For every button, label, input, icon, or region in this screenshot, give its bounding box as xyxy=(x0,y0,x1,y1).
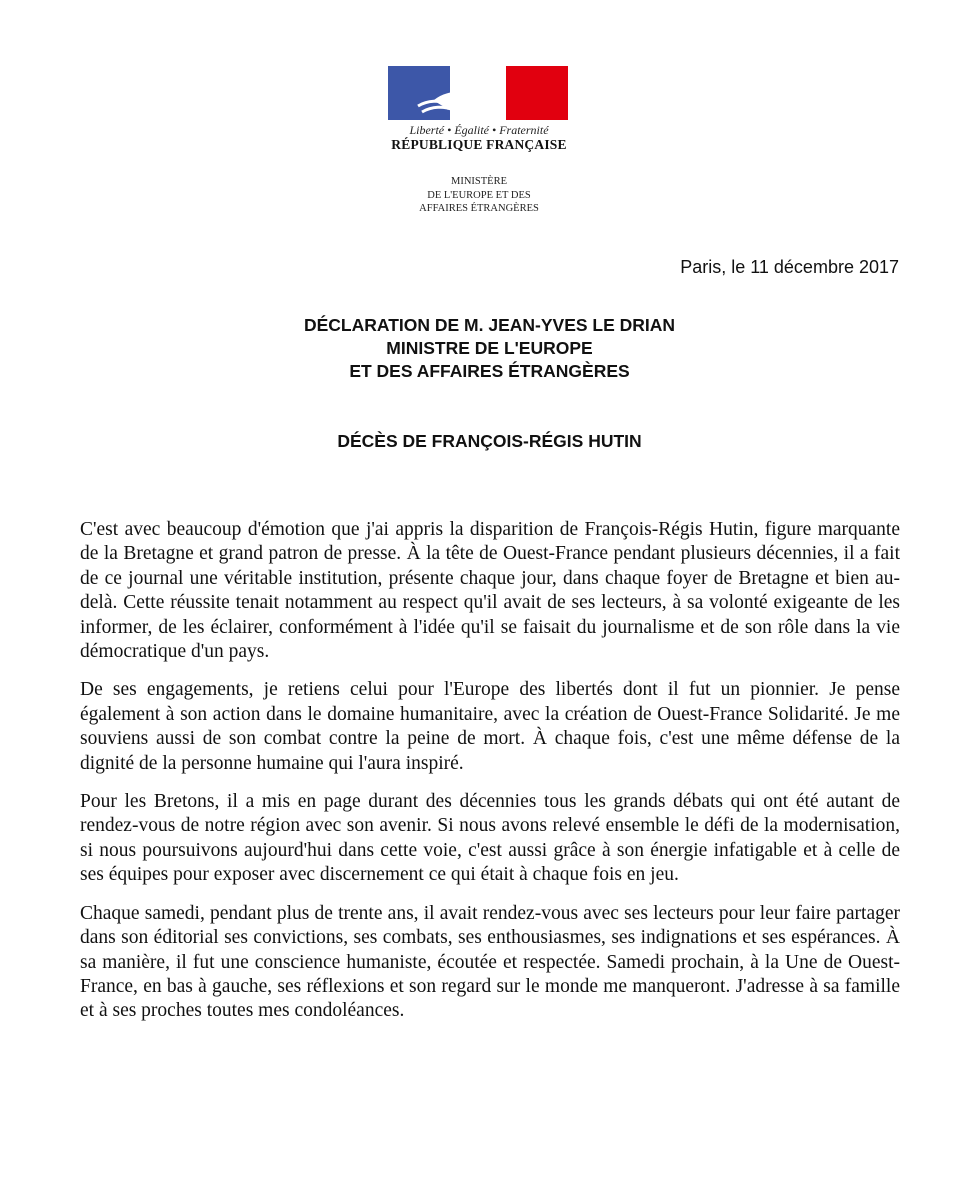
republique-francaise-logo xyxy=(388,66,570,153)
ministry-line: AFFAIRES ÉTRANGÈRES xyxy=(419,203,539,214)
marianne-emblem-icon xyxy=(388,66,568,120)
declaration-body xyxy=(80,518,900,1038)
ministry-name xyxy=(388,175,570,216)
flag-red-band xyxy=(506,66,568,120)
ministry-line: MINISTÈRE xyxy=(451,176,507,187)
body-paragraph: Chaque samedi, pendant plus de trente ans, il avait rendez-vous avec ses lecteurs pour leur faire partager dans son éditorial ses convictions, ses combats, ses enthousiasmes, ses indignations et ses espérances. À sa manière, il fut une conscience humaniste, écoutée et respectée. Samedi prochain, à la Une de Ouest-France, en bas à gauche, ses réflexions et son regard sur le monde me manqueront. J'adresse à sa famille et à ses proches toutes mes condoléances. xyxy=(80,902,900,1022)
heading-line: MINISTRE DE L'EUROPE xyxy=(386,338,593,358)
republic-name: RÉPUBLIQUE FRANÇAISE xyxy=(391,137,567,152)
ministry-line: DE L'EUROPE ET DES xyxy=(427,189,531,201)
heading-line: ET DES AFFAIRES ÉTRANGÈRES xyxy=(349,361,630,381)
body-paragraph: Pour les Bretons, il a mis en page durant des décennies tous les grands débats qui ont été autant de rendez-vous de notre région avec son avenir. Si nous avons relevé ensemble le défi de la modernisation, si nous poursuivons aujourd'hui dans cette voie, c'est aussi grâce à son énergie infatigable et à celle de ses équipes pour exposer avec discernement ce qui était à chaque fois en jeu. xyxy=(80,791,900,886)
body-paragraph: C'est avec beaucoup d'émotion que j'ai appris la disparition de François-Régis Hutin, figure marquante de la Bretagne et grand patron de presse. À la tête de Ouest-France pendant plusieurs décennies, il a fait de ce journal une véritable institution, présente chaque jour, dans chaque foyer de Bretagne et bien au-delà. Cette réussite tenait notamment au respect qu'il avait de ses lecteurs, à sa volonté exigeante de les informer, de les éclairer, conformément à l'idée qu'il se faisait du journalisme et de son rôle dans la vie démocratique d'un pays. xyxy=(80,519,900,663)
heading-line: DÉCLARATION DE M. JEAN-YVES LE DRIAN xyxy=(303,315,676,335)
flag-blue-band xyxy=(388,66,450,120)
republic-motto: Liberté • Égalité • Fraternité xyxy=(409,123,549,137)
declaration-heading xyxy=(0,314,979,383)
declaration-subject: DÉCÈS DE FRANÇOIS-RÉGIS HUTIN xyxy=(337,431,642,451)
body-paragraph: De ses engagements, je retiens celui pour l'Europe des libertés dont il fut un pionnier. Je pense également à son action dans le domaine humanitaire, avec la création de Ouest-France Solidarité. Je me souviens aussi de son combat contre la peine de mort. À chaque fois, c'est une même défense de la dignité de la personne humaine qui l'aura inspiré. xyxy=(80,679,900,774)
document-date: Paris, le 11 décembre 2017 xyxy=(680,257,899,277)
